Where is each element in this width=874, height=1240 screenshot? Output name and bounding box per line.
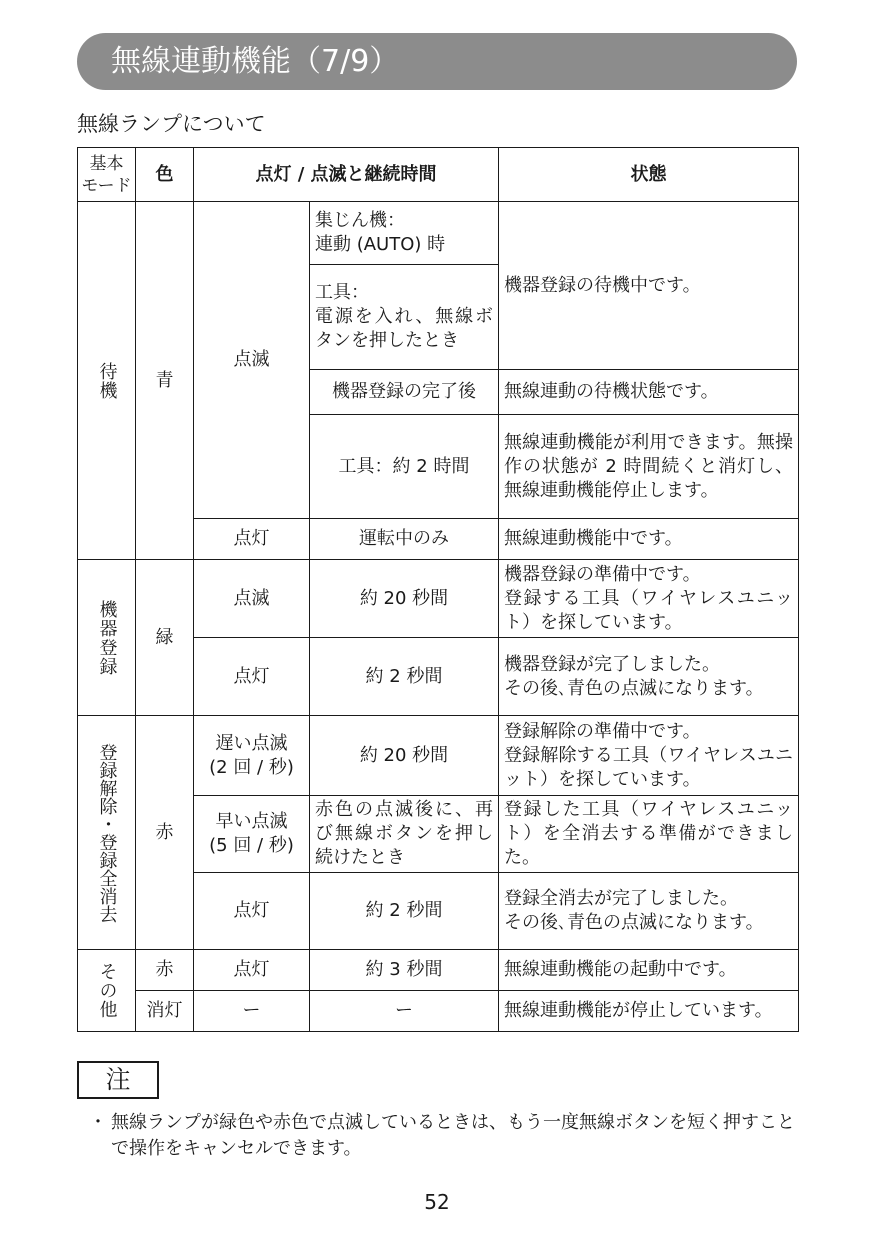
mode-cell-other: その他 [78, 950, 136, 1032]
state-cell: 機器登録が完了しました。 その後､青色の点滅になります。 [499, 638, 799, 716]
note-text: 無線ランプが緑色や赤色で点滅しているときは、もう一度無線ボタンを短く押すことで操作をキャンセルできます。 [111, 1112, 795, 1159]
note-item [89, 1110, 809, 1162]
header-timing: 点灯 / 点滅と継続時間 [194, 148, 499, 202]
state-cell: 機器登録の準備中です。 登録する工具（ワイヤレスユニット）を探しています。 [499, 560, 799, 638]
color-cell-blue: 青 [136, 202, 194, 560]
lamp-cell: ー [194, 991, 310, 1032]
lamp-cell: 点灯 [194, 873, 310, 950]
state-cell: 登録した工具（ワイヤレスユニット）を全消去する準備ができました。 [499, 796, 799, 873]
condition-cell: ー [310, 991, 499, 1032]
state-cell: 登録解除の準備中です。 登録解除する工具（ワイヤレスユニット）を探しています。 [499, 716, 799, 796]
lamp-status-table [77, 147, 799, 1032]
color-cell-green: 緑 [136, 560, 194, 716]
table-row [78, 202, 799, 265]
state-cell: 無線連動の待機状態です。 [499, 370, 799, 415]
color-cell-red: 赤 [136, 716, 194, 950]
table-row [78, 560, 799, 638]
note-label: 注 [77, 1061, 159, 1099]
header-state: 状態 [499, 148, 799, 202]
header-mode: 基本 モード [78, 148, 136, 202]
bullet-icon: ・ [89, 1112, 107, 1133]
condition-cell: 工具： 電源を入れ、無線ボタンを押したとき [310, 265, 499, 370]
page-header [77, 33, 797, 90]
condition-cell: 集じん機： 連動 (AUTO) 時 [310, 202, 499, 265]
color-cell: 赤 [136, 950, 194, 991]
table-row [78, 950, 799, 991]
lamp-cell: 点灯 [194, 638, 310, 716]
state-cell: 機器登録の待機中です。 [499, 202, 799, 370]
mode-cell-standby: 待機 [78, 202, 136, 560]
state-cell: 登録全消去が完了しました。 その後､青色の点滅になります。 [499, 873, 799, 950]
lamp-cell: 早い点滅 (5 回 / 秒) [194, 796, 310, 873]
table-row [78, 991, 799, 1032]
page-number: 52 [424, 1190, 450, 1214]
page-title: 無線連動機能（7/9） [111, 44, 400, 79]
section-title: 無線ランプについて [77, 112, 266, 136]
lamp-cell: 点灯 [194, 519, 310, 560]
condition-cell: 約 2 秒間 [310, 638, 499, 716]
condition-cell: 約 20 秒間 [310, 560, 499, 638]
state-cell: 無線連動機能の起動中です。 [499, 950, 799, 991]
condition-cell: 機器登録の完了後 [310, 370, 499, 415]
mode-cell-unregister: 登録解除・登録全消去 [78, 716, 136, 950]
lamp-cell: 遅い点滅 (2 回 / 秒) [194, 716, 310, 796]
table-header-row [78, 148, 799, 202]
header-color: 色 [136, 148, 194, 202]
condition-cell: 約 2 秒間 [310, 873, 499, 950]
condition-cell: 約 3 秒間 [310, 950, 499, 991]
mode-cell-registration: 機器登録 [78, 560, 136, 716]
state-cell: 無線連動機能中です。 [499, 519, 799, 560]
lamp-cell-blink: 点滅 [194, 202, 310, 519]
table-row [78, 716, 799, 796]
condition-cell: 運転中のみ [310, 519, 499, 560]
color-cell: 消灯 [136, 991, 194, 1032]
lamp-cell: 点滅 [194, 560, 310, 638]
condition-cell: 工具：約 2 時間 [310, 415, 499, 519]
state-cell: 無線連動機能が停止しています。 [499, 991, 799, 1032]
lamp-cell: 点灯 [194, 950, 310, 991]
condition-cell: 約 20 秒間 [310, 716, 499, 796]
state-cell: 無線連動機能が利用できます。無操作の状態が 2 時間続くと消灯し、無線連動機能停止します。 [499, 415, 799, 519]
condition-cell: 赤色の点滅後に、再び無線ボタンを押し続けたとき [310, 796, 499, 873]
